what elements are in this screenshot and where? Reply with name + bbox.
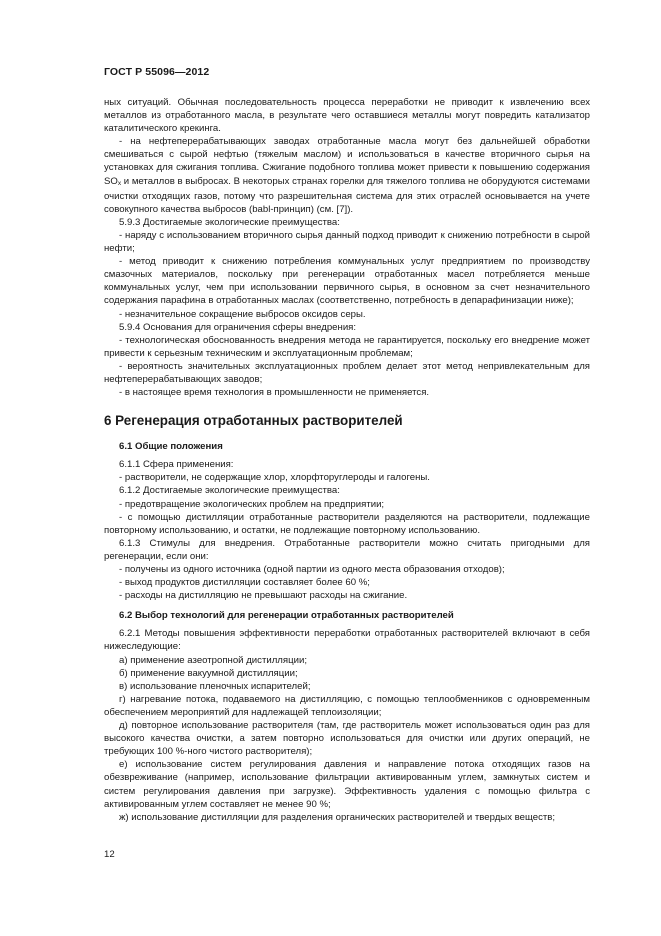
list-item: г) нагревание потока, подаваемого на дистилляцию, с помощью теплообменников с одновременным обеспечением мероприятий для надлежащей теплоизоляции; bbox=[104, 693, 590, 718]
list-item: - получены из одного источника (одной партии из одного места образования отходов); bbox=[119, 564, 505, 575]
list-item: а) применение азеотропной дистилляции; bbox=[119, 654, 307, 666]
subsection-heading: 6.1 Общие положения bbox=[119, 441, 223, 453]
list-item: - расходы на дистилляцию не превышают расходы на сжигание. bbox=[119, 590, 408, 602]
page-body bbox=[104, 96, 590, 824]
list-item: - с помощью дистилляции отработанные растворители разделяются на растворители, подлежащие повторному использованию, и остатки, не подлежащие повторному использованию. bbox=[104, 511, 590, 536]
list-item: д) повторное использование растворителя (там, где растворитель может использоваться один раз для высокого качества очистки, а затем повторно использоваться для очистки или других операций, не требующих 100 %-ного чистого растворителя); bbox=[104, 720, 590, 758]
subscript: x bbox=[117, 179, 122, 187]
list-item: - предотвращение экологических проблем на предприятии; bbox=[119, 498, 385, 510]
clause-heading: 5.9.3 Достигаемые экологические преимущества: bbox=[119, 216, 340, 228]
list-item: - выход продуктов дистилляции составляет более 60 %; bbox=[119, 577, 370, 589]
list-item: - технологическая обоснованность внедрения метода не гарантируется, поскольку его внедрение может привести к серьезным техническим и эксплуатационным проблемам; bbox=[104, 334, 590, 359]
list-item: - в настоящее время технология в промышленности не применяется. bbox=[119, 387, 430, 399]
page-number: 12 bbox=[104, 849, 115, 860]
clause-heading: 6.1.2 Достигаемые экологические преимущества: bbox=[119, 485, 340, 497]
paragraph: 6.2.1 Методы повышения эффективности переработки отработанных растворителей включают в себя нижеследующие: bbox=[104, 628, 590, 653]
list-item: - наряду с использованием вторичного сырья данный подход приводит к снижению потребности в сырой нефти; bbox=[104, 229, 590, 255]
paragraph: ных ситуаций. Обычная последовательность процесса переработки не приводит к извлечению всех металлов из отработанного масла, в результате чего оставшиеся металлы могут повредить катализатор каталитического крекинга. bbox=[104, 97, 590, 135]
paragraph-text: - на нефтеперерабатывающих заводах отработанные масла могут без дальнейшей обработки смешиваться с сырой нефтью (тяжелым маслом) и использоваться в качестве вторичного сырья на установках для сжигания топлива. Сжигание подобного топлива может привести к повышению содержания SO bbox=[104, 136, 590, 187]
list-item: - незначительное сокращение выбросов оксидов серы. bbox=[119, 308, 366, 320]
list-item: ж) использование дистилляции для разделения органических растворителей и твердых веществ; bbox=[119, 811, 556, 823]
running-header-standard: ГОСТ Р 55096—2012 bbox=[104, 66, 210, 78]
list-item: б) применение вакуумной дистилляции; bbox=[119, 667, 298, 679]
list-item: е) использование систем регулирования давления и направление потока отходящих газов на обезвреживание (например, использование фильтрации активированным углем, замкнутых систем и систем регулирования давления при загрузке). Эффективность удаления с помощью фильтра с активированным углем составляет не менее 90 %; bbox=[104, 759, 590, 810]
clause-heading: 6.1.1 Сфера применения: bbox=[119, 459, 234, 471]
list-item: - растворители, не содержащие хлор, хлорфторуглероды и галогены. bbox=[119, 472, 430, 484]
list-item: - метод приводит к снижению потребления коммунальных услуг предприятием по производству смазочных материалов, поскольку при регенерации отработанных масел потребляется меньше коммунальных услуг, чем при использовании первичного сырья, в основном за счет незначительного содержания парафина в отработанных маслах (соответственно, потребность в депарафинизации ниже); bbox=[104, 256, 590, 307]
clause-heading: 5.9.4 Основания для ограничения сферы внедрения: bbox=[119, 321, 357, 333]
list-item: - вероятность значительных эксплуатационных проблем делает этот метод непривлекательным для нефтеперерабатывающих заводов; bbox=[104, 360, 590, 385]
subsection-heading: 6.2 Выбор технологий для регенерации отработанных растворителей bbox=[119, 610, 454, 622]
paragraph-with-subscript bbox=[104, 135, 590, 216]
paragraph: 6.1.3 Стимулы для внедрения. Отработанные растворители можно считать пригодными для регенерации, если они: bbox=[104, 537, 590, 562]
list-item: в) использование пленочных испарителей; bbox=[119, 680, 311, 692]
paragraph-text: и металлов в выбросах. В некоторых странах горелки для тяжелого топлива не оборудуются системами очистки отходящих газов, потому что разрешительная система для этих отраслей основывается на учете совокупного качества выбросов (babl-принцип) (см. [7]). bbox=[104, 175, 590, 215]
section-heading: 6 Регенерация отработанных растворителей bbox=[104, 413, 403, 429]
